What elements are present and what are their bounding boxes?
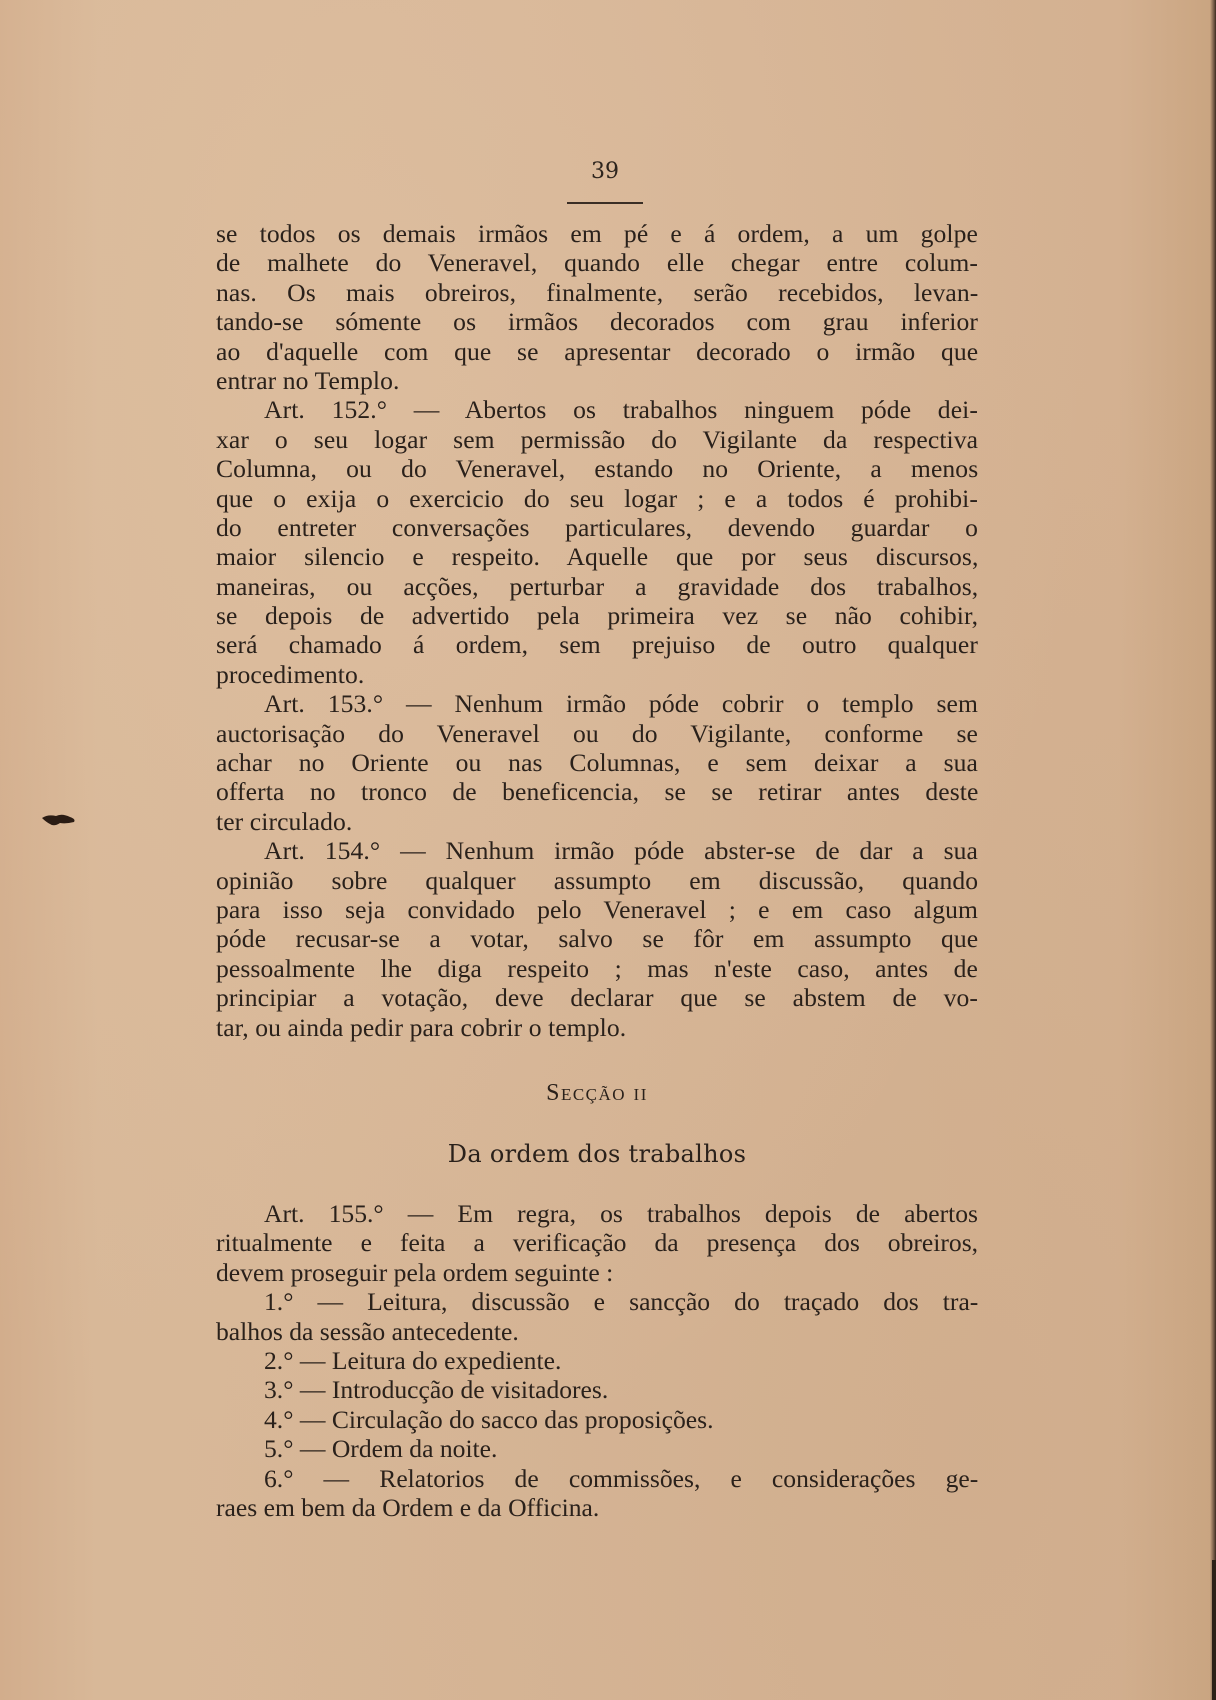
text-line: se depois de advertido pela primeira vez se não cohibir, <box>216 601 979 631</box>
text-line: que o exija o exercicio do seu logar ; e a todos é prohibi- <box>216 483 978 513</box>
text-line: ritualmente e feita a verificação da presença dos obreiros, <box>216 1228 979 1258</box>
text-line: se todos os demais irmãos em pé e á ordem, a um golpe <box>216 219 978 248</box>
text-line: offerta no tronco de beneficencia, se se retirar antes deste <box>216 777 979 807</box>
text-line: Art. 152.° — Abertos os trabalhos ninguem póde dei- <box>264 395 978 425</box>
text-line: xar o seu logar sem permissão do Vigilante da respectiva <box>216 424 979 454</box>
text-line: será chamado á ordem, sem prejuiso de outro qualquer <box>216 630 978 660</box>
text-line: achar no Oriente ou nas Columnas, e sem deixar a sua <box>216 748 978 778</box>
text-line: Art. 155.° — Em regra, os trabalhos depois de abertos <box>264 1199 978 1228</box>
text-line: 5.° — Ordem da noite. <box>264 1434 498 1464</box>
text-line: balhos da sessão antecedente. <box>216 1316 519 1346</box>
text-line: raes em bem da Ordem e da Officina. <box>216 1492 600 1522</box>
text-line: 4.° — Circulação do sacco das proposições. <box>264 1404 714 1434</box>
text-line: para isso seja convidado pelo Veneravel ; e em caso algum <box>216 894 979 924</box>
text-line: devem proseguir pela ordem seguinte : <box>216 1257 614 1287</box>
text-line: do entreter conversações particulares, devendo guardar o <box>216 512 978 542</box>
page-number: 39 <box>591 159 619 184</box>
section-title: Da ordem dos trabalhos <box>447 1140 747 1168</box>
text-line: Art. 154.° — Nenhum irmão póde abster-se de dar a sua <box>264 836 978 866</box>
text-line: procedimento. <box>216 659 365 689</box>
text-line: pessoalmente lhe diga respeito ; mas n'este caso, antes de <box>216 953 978 983</box>
text-line: ao d'aquelle com que se apresentar decorado o irmão que <box>216 336 979 366</box>
body-text-top <box>216 219 978 1042</box>
text-line: ter circulado. <box>216 806 353 836</box>
page-edge-dark <box>1212 1560 1216 1700</box>
text-line: 2.° — Leitura do expediente. <box>264 1345 562 1375</box>
text-line: 3.° — Introducção de visitadores. <box>264 1375 609 1405</box>
text-line: auctorisação do Veneravel ou do Vigilante, conforme se <box>216 718 978 748</box>
body-text-bottom <box>216 1199 978 1522</box>
text-line: entrar no Templo. <box>216 365 400 395</box>
text-line: tar, ou ainda pedir para cobrir o templo. <box>216 1012 627 1042</box>
text-line: principiar a votação, deve declarar que se abstem de vo- <box>216 983 978 1013</box>
text-line: maneiras, ou acções, perturbar a gravidade dos trabalhos, <box>216 571 979 601</box>
text-line: tando-se sómente os irmãos decorados com grau inferior <box>216 307 978 337</box>
text-line: Art. 153.° — Nenhum irmão póde cobrir o templo sem <box>264 689 978 719</box>
text-line: nas. Os mais obreiros, finalmente, serão recebidos, levan- <box>216 277 979 307</box>
page-edge-shadow <box>1210 0 1216 1700</box>
text-line: maior silencio e respeito. Aquelle que por seus discursos, <box>216 542 979 572</box>
text-line: Columna, ou do Veneravel, estando no Oriente, a menos <box>216 454 979 484</box>
text-line: de malhete do Veneravel, quando elle chegar entre colum- <box>216 248 978 278</box>
ink-blot-mark <box>40 812 78 828</box>
text-line: opinião sobre qualquer assumpto em discussão, quando <box>216 865 979 895</box>
text-line: 6.° — Relatorios de commissões, e considerações ge- <box>264 1463 979 1493</box>
page-number-rule <box>567 202 643 204</box>
text-line: póde recusar-se a votar, salvo se fôr em assumpto que <box>216 924 979 954</box>
text-line: 1.° — Leitura, discussão e sancção do traçado dos tra- <box>264 1287 979 1317</box>
section-label: Secção ii <box>546 1080 648 1106</box>
